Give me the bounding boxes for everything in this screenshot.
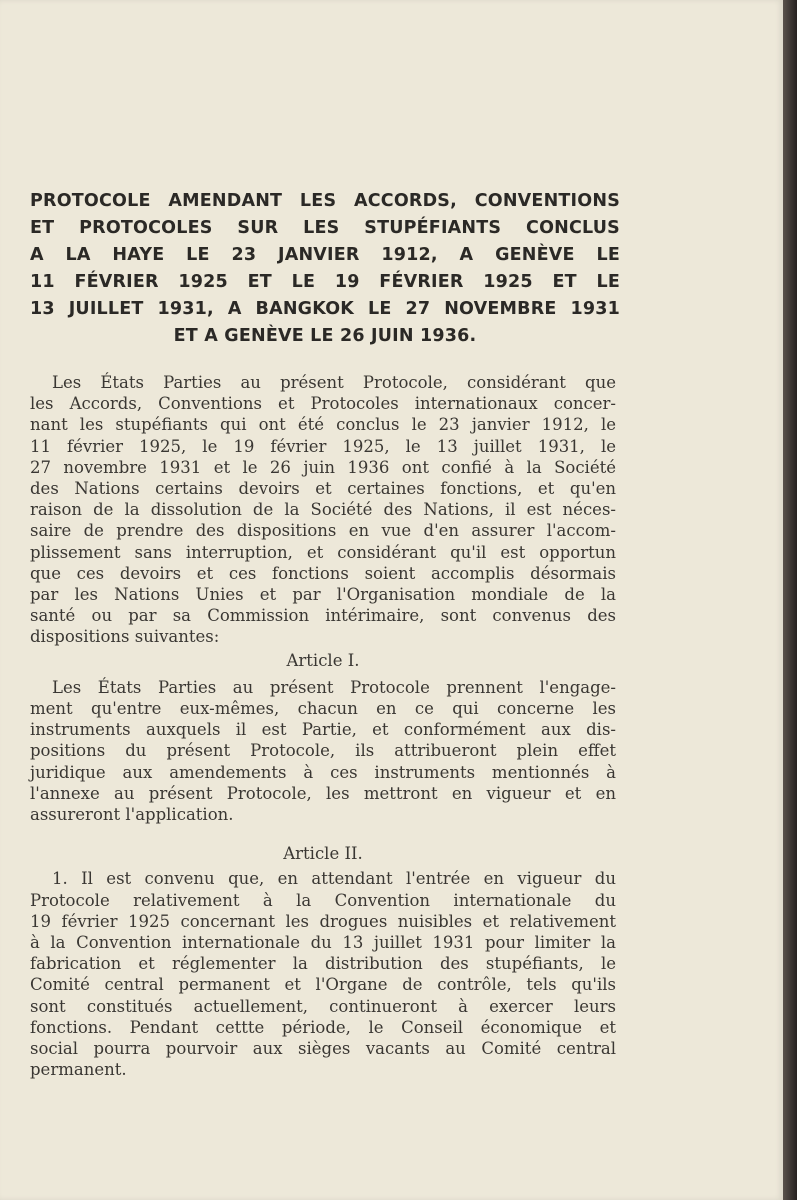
text-line: l'annexe au présent Protocole, les mettront en vigueur et en bbox=[30, 783, 616, 803]
text-line: à la Convention internationale du 13 juillet 1931 pour limiter la bbox=[30, 933, 616, 953]
text-line: social pourra pourvoir aux sièges vacants au Comité central bbox=[30, 1039, 616, 1059]
text-line: 19 février 1925 concernant les drogues nuisibles et relativement bbox=[30, 911, 616, 931]
document-title bbox=[30, 188, 620, 350]
text-line: que ces devoirs et ces fonctions soient accomplis désormais bbox=[30, 563, 616, 583]
text-line: Les États Parties au présent Protocole prennent l'engage- bbox=[52, 677, 616, 697]
text-line: positions du présent Protocole, ils attribueront plein effet bbox=[30, 741, 616, 761]
text-line: les Accords, Conventions et Protocoles internationaux concer- bbox=[30, 394, 616, 414]
title-line: A LA HAYE LE 23 JANVIER 1912, A GENÈVE LE bbox=[30, 245, 620, 265]
text-line: ment qu'entre eux-mêmes, chacun en ce qui concerne les bbox=[30, 699, 616, 719]
text-line: fonctions. Pendant cettte période, le Conseil économique et bbox=[30, 1017, 616, 1037]
title-line: ET A GENÈVE LE 26 JUIN 1936. bbox=[173, 326, 477, 346]
text-line: nant les stupéfiants qui ont été conclus le 23 janvier 1912, le bbox=[30, 415, 616, 435]
text-line: santé ou par sa Commission intérimaire, sont convenus des bbox=[30, 606, 616, 626]
text-line: assureront l'application. bbox=[30, 805, 234, 825]
text-line: instruments auxquels il est Partie, et conformément aux dis- bbox=[30, 720, 616, 740]
text-line: juridique aux amendements à ces instruments mentionnés à bbox=[30, 762, 616, 782]
text-line: fabrication et réglementer la distribution des stupéfiants, le bbox=[30, 954, 616, 974]
page-edge bbox=[783, 0, 797, 1200]
document-body bbox=[30, 372, 616, 1081]
text-line: plissement sans interruption, et considérant qu'il est opportun bbox=[30, 542, 616, 562]
text-line: saire de prendre des dispositions en vue d'en assurer l'accom- bbox=[30, 521, 616, 541]
article-2-heading: Article II. bbox=[283, 844, 363, 864]
article-1-heading: Article I. bbox=[286, 650, 360, 670]
article-2-paragraph bbox=[30, 868, 616, 1080]
article-1-paragraph bbox=[30, 677, 616, 825]
title-line: PROTOCOLE AMENDANT LES ACCORDS, CONVENTIONS bbox=[30, 191, 620, 211]
text-line: permanent. bbox=[30, 1060, 127, 1080]
text-line: 1. Il est convenu que, en attendant l'entrée en vigueur du bbox=[52, 869, 616, 889]
title-line: 11 FÉVRIER 1925 ET LE 19 FÉVRIER 1925 ET LE bbox=[30, 272, 620, 292]
preamble-paragraph bbox=[30, 372, 616, 648]
text-line: raison de la dissolution de la Société des Nations, il est néces- bbox=[30, 500, 616, 520]
text-line: Comité central permanent et l'Organe de contrôle, tels qu'ils bbox=[30, 975, 616, 995]
text-line: sont constitués actuellement, continueront à exercer leurs bbox=[30, 996, 616, 1016]
text-line: par les Nations Unies et par l'Organisation mondiale de la bbox=[30, 585, 616, 605]
text-line: dispositions suivantes: bbox=[30, 627, 220, 647]
title-line: ET PROTOCOLES SUR LES STUPÉFIANTS CONCLUS bbox=[30, 218, 620, 238]
text-line: Protocole relativement à la Convention internationale du bbox=[30, 890, 616, 910]
text-line: 11 février 1925, le 19 février 1925, le 13 juillet 1931, le bbox=[30, 436, 616, 456]
text-line: 27 novembre 1931 et le 26 juin 1936 ont confié à la Société bbox=[30, 457, 616, 477]
text-line: des Nations certains devoirs et certaines fonctions, et qu'en bbox=[30, 479, 616, 499]
text-line: Les États Parties au présent Protocole, considérant que bbox=[52, 373, 616, 392]
title-line: 13 JUILLET 1931, A BANGKOK LE 27 NOVEMBRE 1931 bbox=[30, 299, 620, 319]
